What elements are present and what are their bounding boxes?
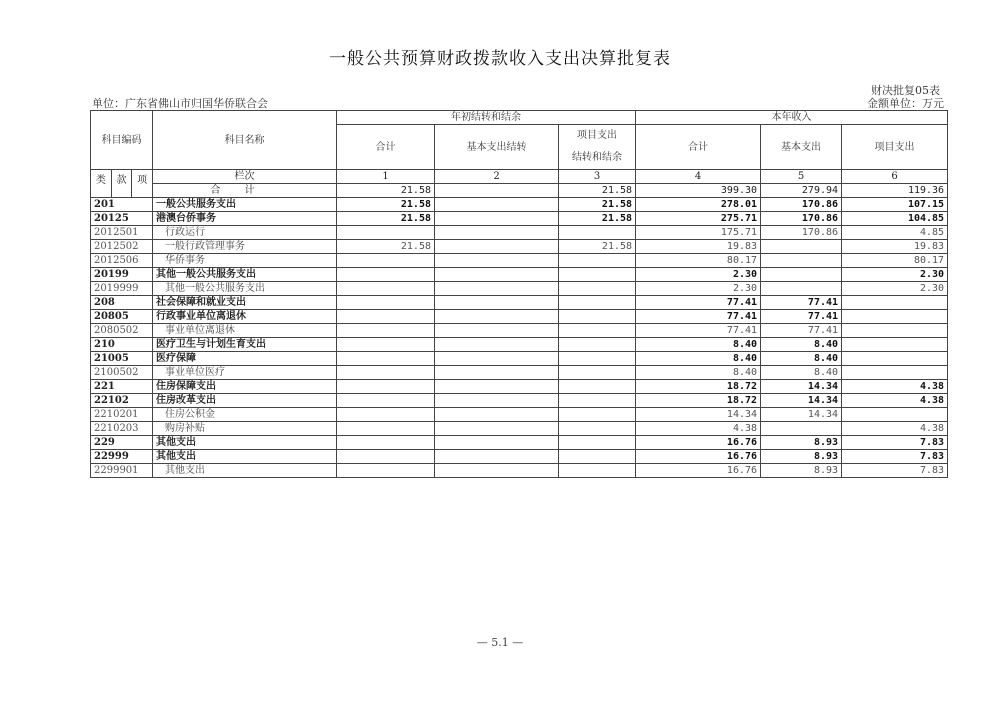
amount-cell — [761, 254, 842, 268]
amount-cell — [435, 450, 559, 464]
amount-cell — [842, 324, 948, 338]
subject-name: 医疗卫生与计划生育支出 — [153, 338, 337, 352]
amount-cell: 8.93 — [761, 436, 842, 450]
table-row — [91, 310, 948, 324]
header-group-income: 本年收入 — [636, 111, 948, 125]
amount-cell — [337, 450, 435, 464]
amount-cell — [842, 310, 948, 324]
table-row — [91, 268, 948, 282]
column-number: 4 — [636, 170, 761, 184]
subject-code: 2019999 — [91, 282, 153, 296]
amount-cell — [435, 198, 559, 212]
amount-cell — [337, 436, 435, 450]
amount-cell: 21.58 — [337, 240, 435, 254]
subject-code: 2012501 — [91, 226, 153, 240]
amount-cell — [337, 268, 435, 282]
amount-cell: 7.83 — [842, 464, 948, 478]
amount-cell — [842, 338, 948, 352]
amount-cell — [435, 310, 559, 324]
header-total: 合计 — [337, 125, 435, 170]
subject-code: 22999 — [91, 450, 153, 464]
header-name: 科目名称 — [153, 111, 337, 170]
header-kuan: 款 — [112, 170, 133, 197]
amount-cell — [435, 240, 559, 254]
total-cell: 279.94 — [761, 184, 842, 198]
amount-cell — [559, 380, 636, 394]
amount-cell — [435, 352, 559, 366]
subject-code: 201 — [91, 198, 153, 212]
amount-cell — [559, 422, 636, 436]
total-row — [91, 184, 948, 198]
amount-cell — [761, 282, 842, 296]
column-number-row — [91, 170, 948, 184]
amount-cell: 8.40 — [761, 352, 842, 366]
amount-cell — [559, 394, 636, 408]
amount-cell: 14.34 — [761, 408, 842, 422]
column-number: 2 — [435, 170, 559, 184]
amount-cell — [435, 436, 559, 450]
amount-cell: 8.93 — [761, 464, 842, 478]
table-row — [91, 436, 948, 450]
amount-cell — [337, 338, 435, 352]
amount-cell — [559, 366, 636, 380]
amount-cell: 175.71 — [636, 226, 761, 240]
header-lei: 类 — [91, 170, 112, 197]
amount-cell: 2.30 — [636, 282, 761, 296]
amount-cell — [842, 296, 948, 310]
amount-cell — [435, 422, 559, 436]
amount-cell — [337, 408, 435, 422]
subject-code: 210 — [91, 338, 153, 352]
amount-cell: 16.76 — [636, 436, 761, 450]
amount-cell — [435, 212, 559, 226]
amount-cell — [559, 296, 636, 310]
amount-cell: 16.76 — [636, 450, 761, 464]
amount-cell: 19.83 — [842, 240, 948, 254]
subject-code: 20199 — [91, 268, 153, 282]
page-number: — 5.1 — — [476, 636, 524, 649]
amount-cell: 8.40 — [636, 352, 761, 366]
amount-cell — [842, 352, 948, 366]
amount-cell — [559, 338, 636, 352]
amount-cell — [435, 394, 559, 408]
subject-code: 21005 — [91, 352, 153, 366]
amount-cell: 170.86 — [761, 226, 842, 240]
amount-cell: 2.30 — [842, 282, 948, 296]
amount-cell — [842, 408, 948, 422]
amount-cell: 14.34 — [761, 380, 842, 394]
amount-cell — [337, 254, 435, 268]
subject-name: 事业单位医疗 — [153, 366, 337, 380]
subject-name: 港澳台侨事务 — [153, 212, 337, 226]
subject-name: 住房改革支出 — [153, 394, 337, 408]
subject-name: 行政事业单位离退休 — [153, 310, 337, 324]
organization-unit: 单位：广东省佛山市归国华侨联合会 — [92, 97, 268, 110]
subject-name: 事业单位离退休 — [153, 324, 337, 338]
subject-name: 其他支出 — [153, 464, 337, 478]
total-cell: 399.30 — [636, 184, 761, 198]
subject-code: 2100502 — [91, 366, 153, 380]
subject-name: 社会保障和就业支出 — [153, 296, 337, 310]
table-row — [91, 254, 948, 268]
subject-name: 其他支出 — [153, 450, 337, 464]
lei-kuan-xiang-cell — [91, 170, 153, 198]
amount-cell: 77.41 — [636, 310, 761, 324]
header-xiang: 项 — [137, 175, 148, 186]
amount-cell: 4.38 — [842, 422, 948, 436]
header-group-begin: 年初结转和结余 — [337, 111, 636, 125]
table-row — [91, 226, 948, 240]
amount-cell — [435, 296, 559, 310]
subject-code: 20805 — [91, 310, 153, 324]
table-row — [91, 324, 948, 338]
amount-cell — [761, 268, 842, 282]
total-cell: 21.58 — [559, 184, 636, 198]
amount-cell: 18.72 — [636, 380, 761, 394]
total-cell: 21.58 — [337, 184, 435, 198]
subject-name: 其他一般公共服务支出 — [153, 282, 337, 296]
table-row — [91, 212, 948, 226]
subject-code: 2012502 — [91, 240, 153, 254]
subject-code: 2210203 — [91, 422, 153, 436]
subject-code: 22102 — [91, 394, 153, 408]
amount-unit: 金额单位：万元 — [867, 97, 944, 110]
column-number: 5 — [761, 170, 842, 184]
amount-cell: 21.58 — [559, 212, 636, 226]
amount-cell: 21.58 — [559, 198, 636, 212]
amount-cell: 80.17 — [842, 254, 948, 268]
table-row — [91, 338, 948, 352]
total-cell — [435, 184, 559, 198]
document-title: 一般公共预算财政拨款收入支出决算批复表 — [329, 49, 671, 69]
amount-cell: 2.30 — [636, 268, 761, 282]
amount-cell — [337, 296, 435, 310]
amount-cell: 104.85 — [842, 212, 948, 226]
subject-name: 行政运行 — [153, 226, 337, 240]
amount-cell — [435, 226, 559, 240]
column-number: 3 — [559, 170, 636, 184]
subject-code: 2012506 — [91, 254, 153, 268]
table-row — [91, 366, 948, 380]
amount-cell: 14.34 — [761, 394, 842, 408]
amount-cell — [559, 226, 636, 240]
amount-cell: 16.76 — [636, 464, 761, 478]
amount-cell — [337, 352, 435, 366]
subject-code: 20125 — [91, 212, 153, 226]
subject-code: 2210201 — [91, 408, 153, 422]
amount-cell: 4.38 — [842, 394, 948, 408]
amount-cell: 7.83 — [842, 450, 948, 464]
amount-cell — [559, 464, 636, 478]
amount-cell: 8.40 — [636, 338, 761, 352]
amount-cell — [559, 268, 636, 282]
amount-cell: 19.83 — [636, 240, 761, 254]
table-row — [91, 352, 948, 366]
amount-cell: 4.38 — [842, 380, 948, 394]
amount-cell — [337, 422, 435, 436]
table-row — [91, 464, 948, 478]
amount-cell: 77.41 — [636, 324, 761, 338]
amount-cell: 77.41 — [761, 324, 842, 338]
header-basic-carry: 基本支出结转 — [435, 125, 559, 170]
amount-cell: 14.34 — [636, 408, 761, 422]
amount-cell: 278.01 — [636, 198, 761, 212]
amount-cell: 7.83 — [842, 436, 948, 450]
amount-cell: 77.41 — [761, 296, 842, 310]
amount-cell — [559, 408, 636, 422]
amount-cell — [761, 240, 842, 254]
amount-cell — [337, 310, 435, 324]
header-project-carry: 项目支出 结转和结余 — [559, 125, 636, 170]
form-number: 财决批复05表 — [871, 84, 940, 97]
amount-cell — [559, 282, 636, 296]
subject-code: 2080502 — [91, 324, 153, 338]
amount-cell — [435, 366, 559, 380]
total-cell: 119.36 — [842, 184, 948, 198]
table-row — [91, 450, 948, 464]
amount-cell — [435, 254, 559, 268]
subject-code: 208 — [91, 296, 153, 310]
amount-cell — [435, 282, 559, 296]
table-row — [91, 240, 948, 254]
subject-name: 一般公共服务支出 — [153, 198, 337, 212]
amount-cell: 275.71 — [636, 212, 761, 226]
table-row — [91, 408, 948, 422]
column-number: 6 — [842, 170, 948, 184]
amount-cell — [337, 324, 435, 338]
subject-name: 一般行政管理事务 — [153, 240, 337, 254]
header-income-basic: 基本支出 — [761, 125, 842, 170]
header-income-project: 项目支出 — [842, 125, 948, 170]
amount-cell: 8.40 — [636, 366, 761, 380]
amount-cell — [435, 464, 559, 478]
table-row — [91, 394, 948, 408]
column-number: 1 — [337, 170, 435, 184]
amount-cell: 21.58 — [559, 240, 636, 254]
amount-cell: 77.41 — [761, 310, 842, 324]
subject-name: 购房补贴 — [153, 422, 337, 436]
amount-cell — [435, 380, 559, 394]
amount-cell: 2.30 — [842, 268, 948, 282]
amount-cell: 21.58 — [337, 212, 435, 226]
amount-cell: 77.41 — [636, 296, 761, 310]
amount-cell: 8.40 — [761, 366, 842, 380]
header-code: 科目编码 — [91, 111, 153, 170]
amount-cell: 8.93 — [761, 450, 842, 464]
amount-cell — [337, 282, 435, 296]
amount-cell — [559, 310, 636, 324]
subject-name: 华侨事务 — [153, 254, 337, 268]
header-income-total: 合计 — [636, 125, 761, 170]
amount-cell — [559, 436, 636, 450]
amount-cell — [337, 464, 435, 478]
amount-cell: 170.86 — [761, 198, 842, 212]
amount-cell — [337, 394, 435, 408]
amount-cell — [842, 366, 948, 380]
table-row — [91, 198, 948, 212]
amount-cell: 8.40 — [761, 338, 842, 352]
amount-cell — [435, 324, 559, 338]
subject-name: 医疗保障 — [153, 352, 337, 366]
amount-cell — [559, 254, 636, 268]
column-number-label: 栏次 — [153, 170, 337, 184]
subject-code: 2299901 — [91, 464, 153, 478]
amount-cell — [435, 268, 559, 282]
subject-name: 住房保障支出 — [153, 380, 337, 394]
budget-table — [90, 110, 948, 478]
amount-cell: 18.72 — [636, 394, 761, 408]
amount-cell: 107.15 — [842, 198, 948, 212]
amount-cell: 4.85 — [842, 226, 948, 240]
table-row — [91, 380, 948, 394]
subject-name: 其他一般公共服务支出 — [153, 268, 337, 282]
amount-cell: 80.17 — [636, 254, 761, 268]
amount-cell: 170.86 — [761, 212, 842, 226]
amount-cell — [435, 408, 559, 422]
amount-cell — [761, 422, 842, 436]
table-row — [91, 422, 948, 436]
amount-cell: 4.38 — [636, 422, 761, 436]
amount-cell — [559, 450, 636, 464]
amount-cell: 21.58 — [337, 198, 435, 212]
subject-name: 其他支出 — [153, 436, 337, 450]
subject-name: 住房公积金 — [153, 408, 337, 422]
amount-cell — [337, 380, 435, 394]
amount-cell — [337, 226, 435, 240]
subject-code: 229 — [91, 436, 153, 450]
amount-cell — [559, 324, 636, 338]
amount-cell — [559, 352, 636, 366]
amount-cell — [435, 338, 559, 352]
amount-cell — [337, 366, 435, 380]
total-row-label: 合计 — [153, 184, 337, 198]
table-row — [91, 296, 948, 310]
table-row — [91, 282, 948, 296]
subject-code: 221 — [91, 380, 153, 394]
